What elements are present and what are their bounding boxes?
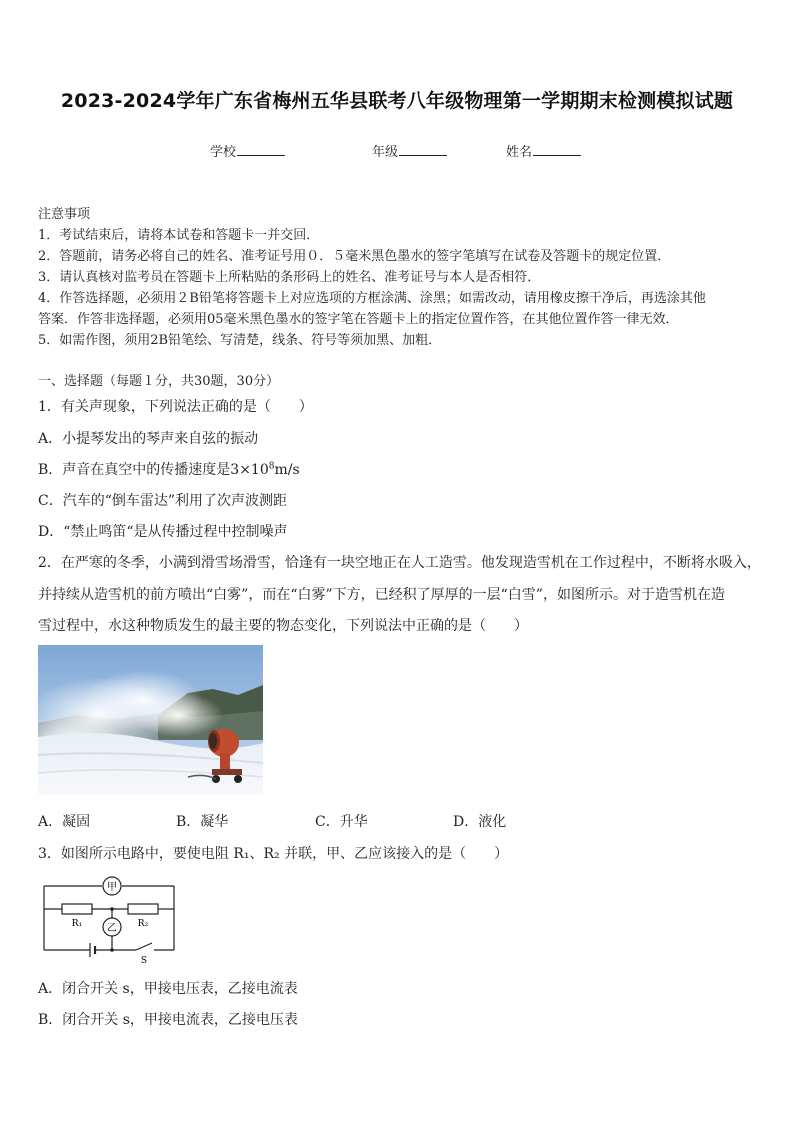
notice-item: 5．如需作图，须用2B铅笔绘、写清楚，线条、符号等须加黑、加粗．: [38, 333, 442, 348]
q2-option-d: D．液化: [453, 814, 507, 830]
q1-option-c: C．汽车的“倒车雷达”利用了次声波测距: [38, 493, 288, 509]
switch-label: S: [140, 956, 148, 965]
snow-machine-illustration: [38, 645, 263, 795]
q1-option-b-text: B．声音在真空中的传播速度是: [38, 462, 231, 478]
school-blank: [237, 142, 285, 156]
school-label: 学校: [210, 145, 237, 160]
q2-option-c: C．升华: [315, 814, 368, 830]
name-blank: [533, 142, 581, 156]
question-2-stem-line: 并持续从造雪机的前方喷出“白雾”，而在“白雾”下方，已经积了厚厚的一层“白雪”，如图所示。对于造雪机在造: [38, 587, 725, 603]
circuit-svg: [40, 875, 180, 965]
r1-label: R₁: [71, 919, 83, 929]
notice-item: 1．考试结束后，请将本试卷和答题卡一并交回．: [38, 228, 320, 243]
q1-option-d: D．“禁止鸣笛“是从传播过程中控制噪声: [38, 524, 288, 540]
q1-option-b: [38, 459, 300, 479]
question-2-stem-line: 雪过程中，水这种物质发生的最主要的物态变化，下列说法中正确的是（ ）: [38, 618, 528, 634]
section-heading: 一、选择题（每题１分，共30题，30分）: [38, 374, 280, 389]
junction-dot: [110, 948, 114, 952]
school-field: [210, 141, 285, 160]
grade-blank: [399, 142, 447, 156]
jia-label: 甲: [107, 882, 117, 893]
junction-dot: [110, 907, 114, 911]
snow-machine-photo: [38, 645, 263, 795]
q1-option-b-unit: m/s: [274, 462, 300, 478]
question-2-stem-line: 2．在严寒的冬季，小满到滑雪场滑雪，恰逢有一块空地正在人工造雪。他发现造雪机在工作过程中，不断将水吸入，: [38, 555, 761, 571]
yi-label: 乙: [107, 923, 117, 934]
grade-label: 年级: [372, 145, 399, 160]
q2-option-b: B．凝华: [176, 814, 229, 830]
circuit-diagram: [40, 875, 180, 965]
notice-item: 3．请认真核对监考员在答题卡上所粘贴的条形码上的姓名、准考证号与本人是否相符．: [38, 270, 541, 285]
grade-field: [372, 141, 447, 160]
r2-label: R₂: [137, 919, 149, 929]
q1-option-a: A．小提琴发出的琴声来自弦的振动: [38, 431, 259, 447]
q1-option-b-exponent: 8: [268, 461, 275, 472]
notice-item: 2．答题前，请务必将自己的姓名、准考证号用０．５毫米黑色墨水的签字笔填写在试卷及答题卡的规定位置．: [38, 249, 671, 264]
q1-option-b-value: 3×10: [230, 462, 269, 478]
question-1-stem: 1．有关声现象，下列说法正确的是（ ）: [38, 399, 313, 415]
name-label: 姓名: [506, 145, 533, 160]
q2-option-a: A．凝固: [38, 814, 91, 830]
name-field: [506, 141, 581, 160]
page-title: 2023-2024学年广东省梅州五华县联考八年级物理第一学期期末检测模拟试题: [60, 90, 734, 112]
q3-option-b: B．闭合开关 s，甲接电流表，乙接电压表: [38, 1012, 298, 1028]
q3-option-a: A．闭合开关 s，甲接电压表，乙接电流表: [38, 981, 298, 997]
notice-item: 答案．作答非选择题，必须用05毫米黑色墨水的签字笔在答题卡上的指定位置作答，在其他位置作答一律无效．: [38, 312, 679, 327]
notice-item: 4．作答选择题，必须用２B铅笔将答题卡上对应选项的方框涂满、涂黑；如需改动，请用橡皮擦干净后，再选涂其他: [38, 291, 706, 306]
notice-heading: 注意事项: [38, 207, 91, 222]
question-3-stem: 3．如图所示电路中，要使电阻 R₁、R₂ 并联，甲、乙应该接入的是（ ）: [38, 846, 509, 862]
